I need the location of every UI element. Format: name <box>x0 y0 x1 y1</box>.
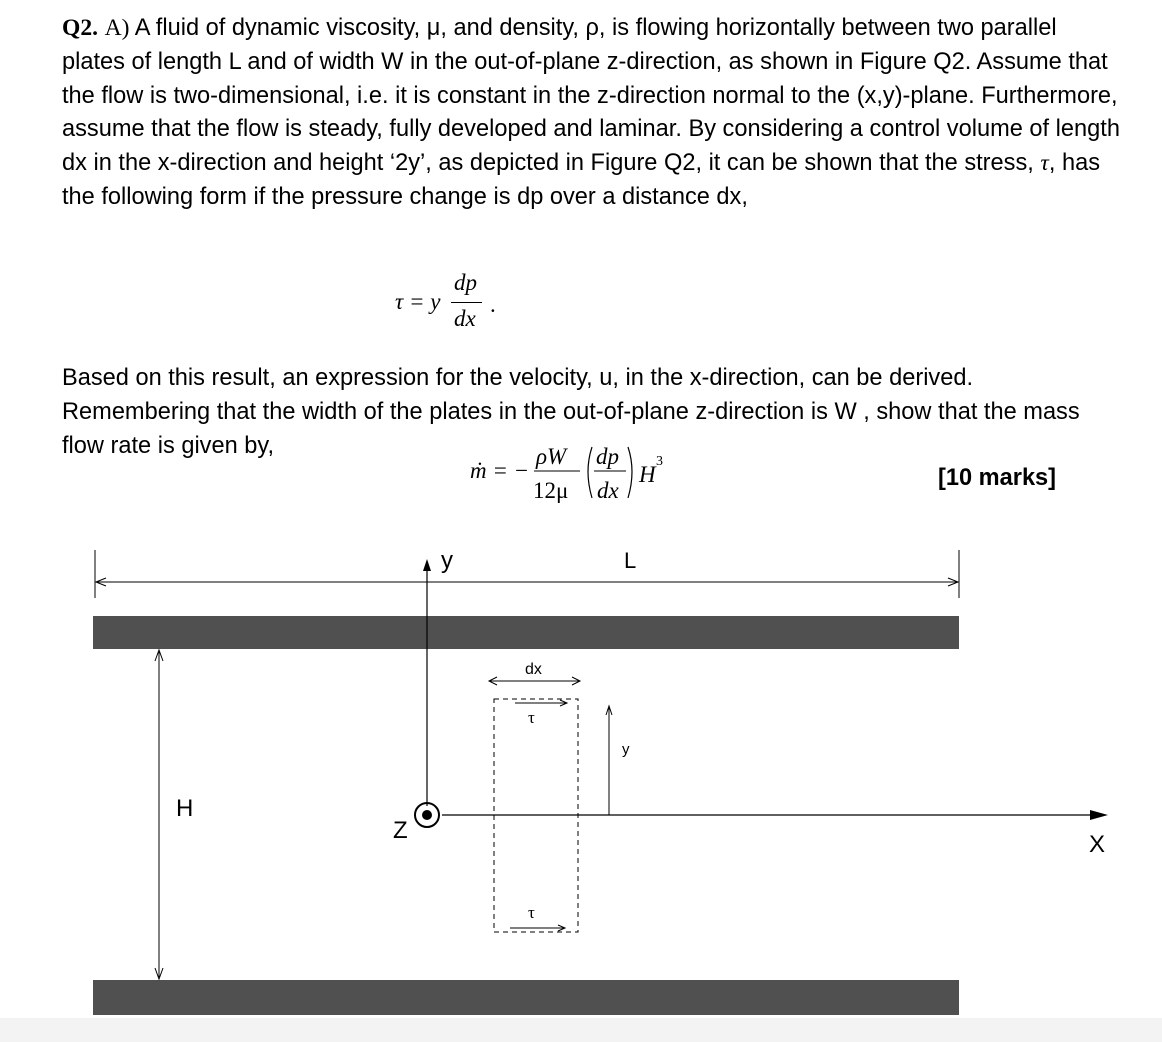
marks-label: [10 marks] <box>938 465 1057 491</box>
stress-equation-denominator: dx <box>454 306 476 331</box>
question-paragraph-2: Based on this result, an expression for the velocity, u, in the x-direction, can be derived. Remembering that the width of the plates in the out-of-plane z-direction is W , show that the mass flow rate is given by, <box>62 365 1080 459</box>
top-plate <box>93 616 959 649</box>
stress-equation-terminator: . <box>490 292 496 317</box>
small-y-label: y <box>622 741 630 758</box>
z-axis-label: Z <box>393 817 408 844</box>
mass-flow-h: H <box>639 462 656 487</box>
tau-top-label: τ <box>528 708 535 727</box>
stress-equation-numerator: dp <box>454 270 477 295</box>
z-axis-dot-icon <box>422 810 432 820</box>
tau-bottom-label: τ <box>528 903 535 922</box>
y-axis-arrowhead <box>423 559 431 571</box>
question-number: Q2. <box>62 15 99 41</box>
tau-symbol: τ <box>1040 150 1049 177</box>
x-axis-label: X <box>1089 831 1106 858</box>
y-axis-label: y <box>441 547 453 574</box>
paragraph-1-text: A fluid of dynamic viscosity, μ, and density, ρ, is flowing horizontally between two parallel plates of length L and of width W in the out-of-plane z-direction, as shown in Figure Q2. Assume that the flow is two-dimensional, i.e. it is constant in the z-direction normal to the (x,y)-plane. Furthermore, assume that the flow is steady, fully developed and laminar. By considering a control volume of length dx in the x-direction and height ‘2y’, as depicted in Figure Q2, it can be shown that the stress, <box>62 15 1120 177</box>
question-part: A) <box>104 15 130 41</box>
mass-flow-den1: 12μ <box>533 478 569 503</box>
mass-flow-lhs: ṁ = − <box>470 458 530 483</box>
height-label: H <box>176 795 194 822</box>
dx-label: dx <box>525 661 542 678</box>
mass-flow-num2: dp <box>596 444 619 469</box>
length-label: L <box>624 548 637 573</box>
x-axis-arrowhead <box>1090 810 1108 820</box>
mass-flow-num1: ρW <box>536 444 567 469</box>
mass-flow-exponent: 3 <box>656 454 663 469</box>
stress-equation-lhs: τ = y <box>395 289 441 314</box>
mass-flow-den2: dx <box>597 478 619 503</box>
paragraph-1-text-end: , has the following form if the pressure change is dp over a distance dx, <box>62 150 1100 210</box>
bottom-band <box>0 1018 1162 1042</box>
bottom-plate <box>93 980 959 1015</box>
